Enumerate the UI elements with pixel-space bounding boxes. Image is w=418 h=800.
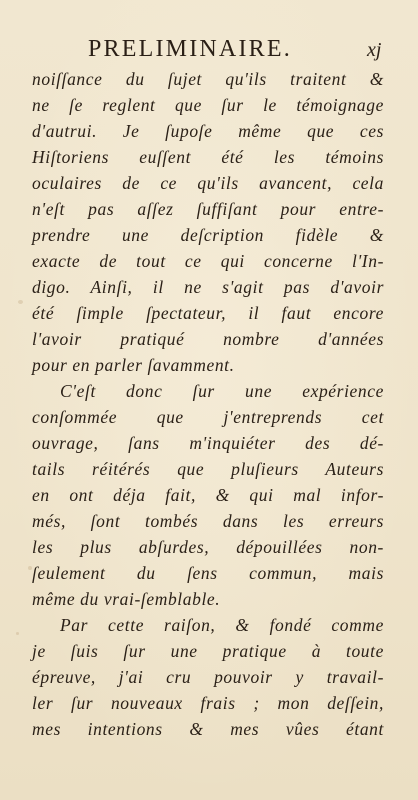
text-line: Hiſtoriens euſſent été les témoins	[32, 147, 384, 167]
foxing-spot	[16, 632, 19, 635]
text-line: mes intentions & mes vûes étant	[32, 719, 384, 739]
text-line: ne ſe reglent que ſur le témoignage	[32, 95, 384, 115]
text-line: n'eſt pas aſſez ſuffiſant pour entre-	[32, 199, 384, 219]
text-line: noiſſance du ſujet qu'ils traitent &	[32, 69, 384, 89]
text-line: en ont déja fait, & qui mal infor-	[32, 485, 384, 505]
text-line: l'avoir pratiqué nombre d'années	[32, 329, 384, 349]
text-line: été ſimple ſpectateur, il faut encore	[32, 303, 384, 323]
text-line: pour en parler ſavamment.	[32, 355, 235, 375]
text-line: més, ſont tombés dans les erreurs	[32, 511, 384, 531]
text-line: digo. Ainſi, il ne s'agit pas d'avoir	[32, 277, 384, 297]
body-text	[32, 66, 384, 742]
text-line: ſeulement du ſens commun, mais	[32, 563, 384, 583]
page-number: xj	[367, 39, 382, 61]
text-line: ler ſur nouveaux frais ; mon deſſein,	[32, 693, 384, 713]
text-line: oculaires de ce qu'ils avancent, cela	[32, 173, 384, 193]
text-line: d'autrui. Je ſupoſe même que ces	[32, 121, 384, 141]
running-head: PRELIMINAIRE.	[88, 36, 292, 62]
page-header	[0, 36, 418, 68]
text-line: tails réitérés que pluſieurs Auteurs	[32, 459, 384, 479]
text-line: conſommée que j'entreprends cet	[32, 407, 384, 427]
text-line: prendre une deſcription fidèle &	[32, 225, 384, 245]
text-line: ouvrage, ſans m'inquiéter des dé-	[32, 433, 384, 453]
text-line: les plus abſurdes, dépouillées non-	[32, 537, 384, 557]
text-line: je ſuis ſur une pratique à toute	[32, 641, 384, 661]
text-line: C'eſt donc ſur une expérience	[60, 381, 384, 401]
foxing-spot	[18, 300, 23, 304]
text-line: même du vrai-ſemblable.	[32, 589, 221, 609]
text-line: exacte de tout ce qui concerne l'In-	[32, 251, 384, 271]
text-line: Par cette raiſon, & fondé comme	[60, 615, 384, 635]
text-line: épreuve, j'ai cru pouvoir y travail-	[32, 667, 384, 687]
